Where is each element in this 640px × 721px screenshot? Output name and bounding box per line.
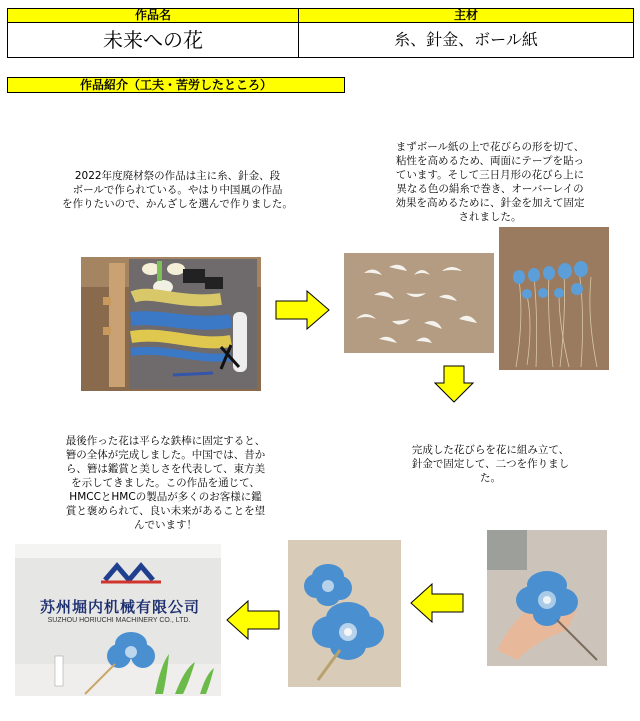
blue-petals-photo [499,227,609,370]
paragraph-assembly: 完成した花びらを花に組み立て、 針金で固定して、二つを作りまし た。 [411,444,570,484]
material-label: 主材 [299,9,633,23]
hairpin-flowers-photo [288,540,401,687]
header-table [7,8,634,58]
paragraph-petals: まずボール紙の上で花びらの形を切て、 粘性を高めるため、両面にテープを貼っ ています。そして三日月形の花びら上に 異なる色の絹糸で巻き、オーバーレイの 効果を高めるために、針金を加えて固定 されました。 [395,141,585,223]
sign-company-english: SUZHOU HORIUCHI MACHINERY CO., LTD. [47,617,191,624]
work-name: 未来への花 [8,23,299,57]
paragraph-materials: 2022年度廃材祭の作品は主に糸、針金、段 ボールで作られている。やはり中国風の作品 を作りたいので、かんざしを選んで作りました。 [62,170,293,210]
sign-company-name: 苏州堀内机械有限公司 [39,598,200,616]
materials-photo [81,257,261,391]
arrow-left-icon [410,583,464,623]
company-sign-photo [15,544,221,696]
arrow-down-icon [434,365,474,403]
crescent-petals-photo [344,253,494,353]
arrow-right-icon [275,290,331,330]
intro-heading: 作品紹介（工夫・苦労したところ） [7,77,345,93]
arrow-left-icon-2 [226,600,280,640]
materials: 糸、針金、ボール紙 [394,30,538,49]
paragraph-finish: 最後作った花は平らな鉄棒に固定すると、 簪の全体が完成しました。中国では、昔か ら、簪は鑑賞と美しさを代表して、東方美 を示してきました。この作品を通じて、 HMCCとHMCの製品が多くのお客様に鑑 賞と褒められて、良い未来があることを望 んでいます！ [65,435,266,531]
work-name-label: 作品名 [8,9,299,23]
hand-flower-photo [487,530,607,666]
